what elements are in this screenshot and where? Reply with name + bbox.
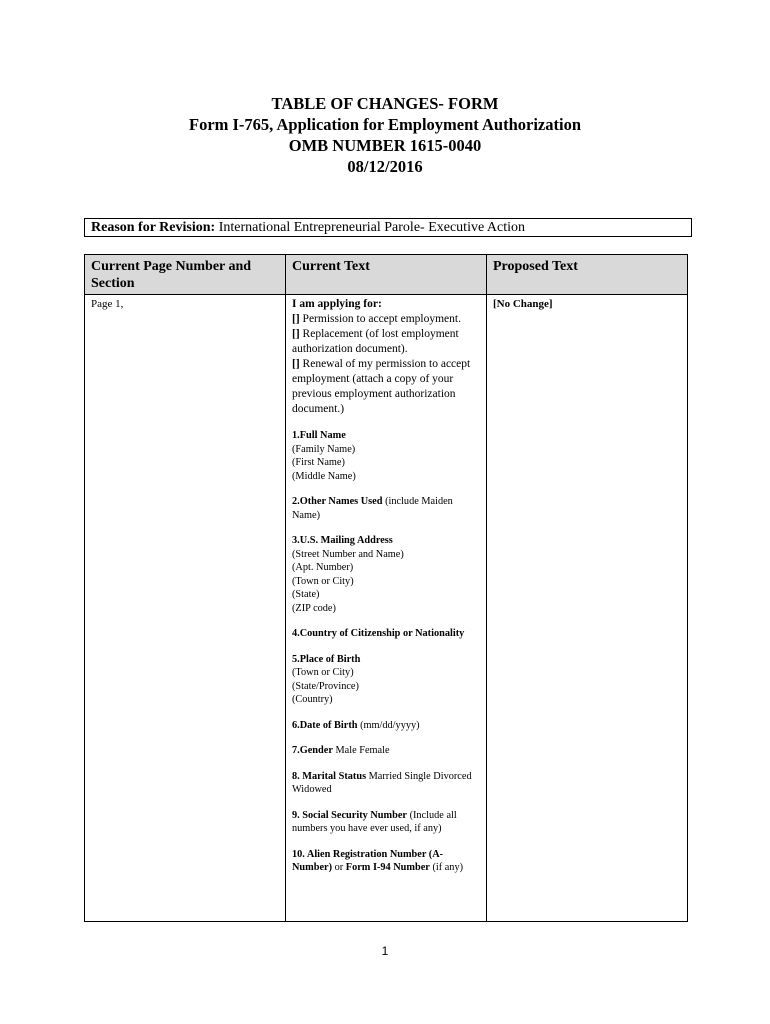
page-section-cell: Page 1, xyxy=(85,295,286,922)
item-label: 3.U.S. Mailing Address xyxy=(292,535,393,546)
item-label: 6.Date of Birth xyxy=(292,719,358,731)
item-citizenship xyxy=(292,627,480,641)
header-omb-number: OMB NUMBER 1615-0040 xyxy=(288,136,482,155)
subfield: (Family Name) xyxy=(292,443,356,455)
table-row xyxy=(85,295,688,922)
item-label: 8. Marital Status xyxy=(292,770,367,782)
proposed-text-value: [No Change] xyxy=(493,298,553,310)
item-label: 4.Country of Citizenship or Nationality xyxy=(292,628,465,639)
reason-value: International Entrepreneurial Parole- Executive Action xyxy=(218,220,526,235)
subfield: (Street Number and Name) xyxy=(292,548,404,560)
subfield: (Town or City) xyxy=(292,575,354,587)
subfield: (First Name) xyxy=(292,457,345,468)
checkbox-mark: [] xyxy=(292,313,300,325)
item-ssn xyxy=(292,809,480,836)
item-label: 5.Place of Birth xyxy=(292,653,361,665)
page-number: 1 xyxy=(381,944,389,958)
item-alien-number xyxy=(292,848,480,875)
item-note: (if any) xyxy=(432,862,464,873)
item-date-of-birth xyxy=(292,719,480,733)
reason-label: Reason for Revision: xyxy=(91,220,216,235)
reason-for-revision-box xyxy=(84,218,692,237)
item-other-names xyxy=(292,495,480,522)
subfield: (State/Province) xyxy=(292,680,359,692)
subfield: (Apt. Number) xyxy=(292,562,354,573)
item-label: 2.Other Names Used xyxy=(292,496,383,507)
header-proposed-text: Proposed Text xyxy=(487,255,688,295)
item-gender xyxy=(292,744,480,758)
item-note: Married Single Divorced Widowed xyxy=(292,770,472,795)
item-label: 10. Alien Registration Number (A-Number) xyxy=(292,848,444,873)
item-label: 9. Social Security Number xyxy=(292,809,407,821)
item-note: (include Maiden Name) xyxy=(292,496,453,521)
header-current-page-section: Current Page Number and Section xyxy=(85,255,286,295)
header-title: TABLE OF CHANGES- FORM xyxy=(271,94,499,113)
item-label: 7.Gender xyxy=(292,745,333,756)
subfield: (State) xyxy=(292,589,320,600)
table-header-row xyxy=(85,255,688,295)
current-text-cell xyxy=(286,295,487,922)
subfield: (Country) xyxy=(292,694,333,705)
applying-for-block xyxy=(292,297,480,417)
item-note: Male Female xyxy=(335,745,390,756)
checkbox-mark: [] xyxy=(292,328,300,340)
item-place-of-birth xyxy=(292,653,480,707)
subfield: (Town or City) xyxy=(292,667,354,678)
header-date: 08/12/2016 xyxy=(347,157,423,176)
item-mailing-address xyxy=(292,534,480,615)
option-permission: Permission to accept employment. xyxy=(302,313,461,325)
checkbox-mark: [] xyxy=(292,358,300,370)
option-renewal: Renewal of my permission to accept employment (attach a copy of your previous employment authorization document.) xyxy=(292,358,471,415)
item-note: or xyxy=(334,862,344,873)
subfield: (ZIP code) xyxy=(292,602,336,614)
header-current-text: Current Text xyxy=(286,255,487,295)
item-note: (mm/dd/yyyy) xyxy=(360,719,420,731)
item-full-name xyxy=(292,429,480,483)
proposed-text-cell xyxy=(487,295,688,922)
applying-label: I am applying for: xyxy=(292,298,382,310)
item-label: Form I-94 Number xyxy=(345,862,430,873)
subfield: (Middle Name) xyxy=(292,470,356,482)
item-note: (Include all numbers you have ever used, if any) xyxy=(292,809,457,834)
changes-table xyxy=(84,254,688,922)
item-marital-status xyxy=(292,770,480,797)
item-label: 1.Full Name xyxy=(292,430,346,441)
document-header xyxy=(0,93,770,177)
option-replacement: Replacement (of lost employment authorization document). xyxy=(292,328,459,355)
header-form-name: Form I-765, Application for Employment Authorization xyxy=(188,115,582,134)
